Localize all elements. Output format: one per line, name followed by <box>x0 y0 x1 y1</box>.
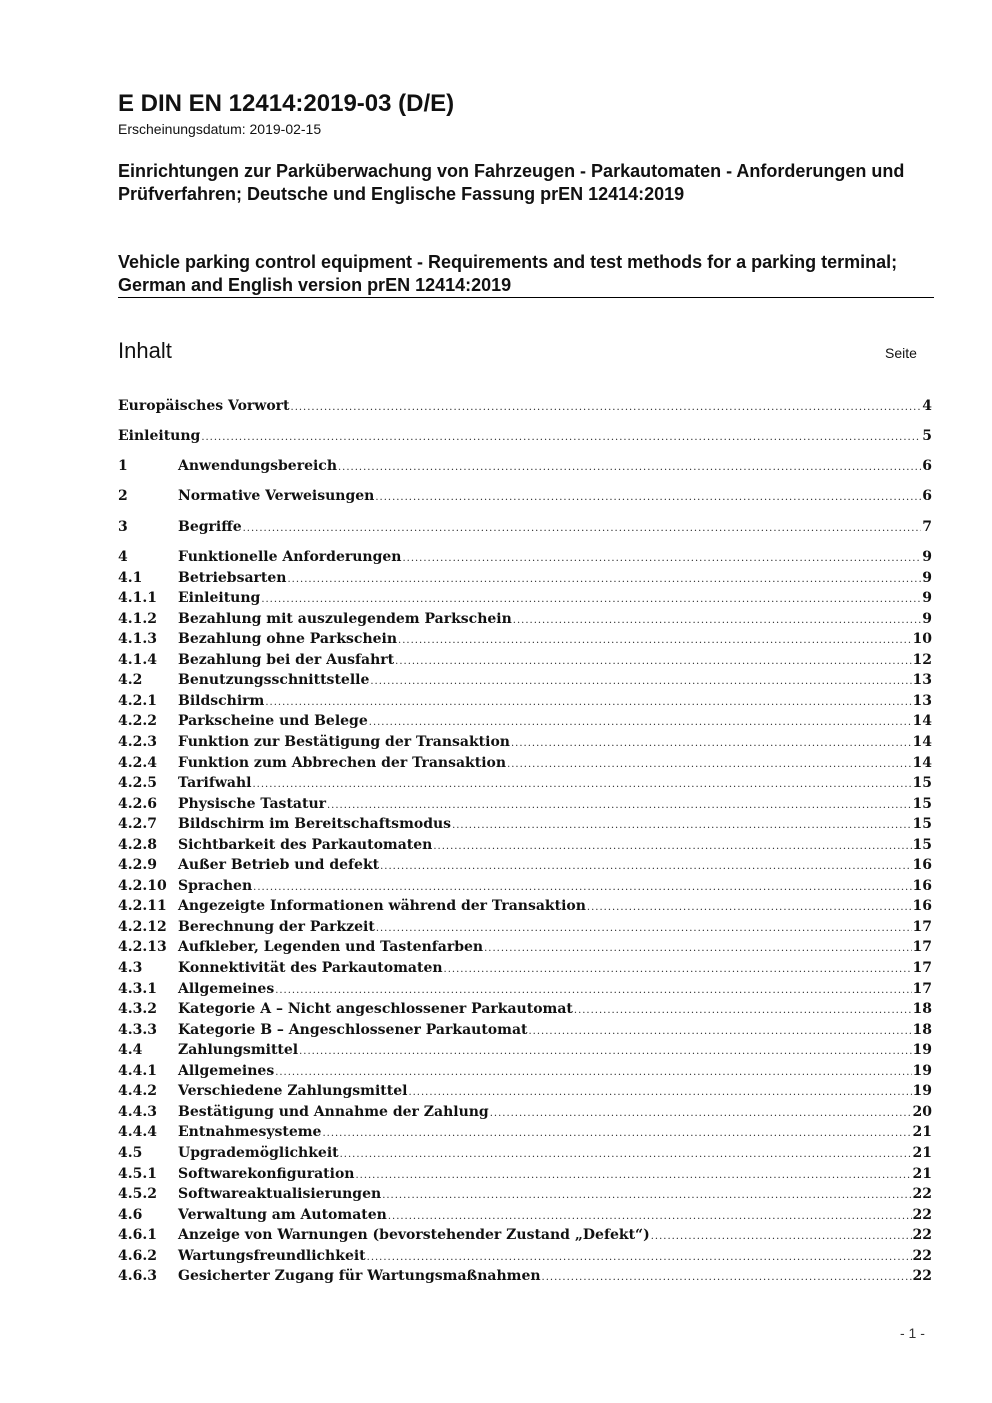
toc-entry-page: 20 <box>912 1103 932 1120</box>
toc-entry-page: 15 <box>912 775 932 792</box>
toc-entry-title: Anwendungsbereich <box>178 458 337 474</box>
toc-entry-title: Bildschirm <box>178 692 265 709</box>
toc-entry-title: Softwarekonfiguration <box>178 1165 355 1182</box>
toc-entry[interactable] <box>118 773 932 793</box>
toc-entry-title: Funktion zum Abbrechen der Transaktion <box>178 754 507 771</box>
toc-dot-leader <box>367 1248 912 1268</box>
toc-dot-leader <box>376 919 912 939</box>
toc-entry-page: 22 <box>912 1227 932 1244</box>
toc-entry-number: 4.2.1 <box>118 692 157 709</box>
toc-entry-number: 2 <box>118 488 128 504</box>
toc-entry-title: Entnahmesysteme <box>178 1124 322 1141</box>
toc-dot-leader <box>444 960 912 980</box>
toc-entry-number: 4.2 <box>118 672 143 689</box>
title-german: Einrichtungen zur Parküberwachung von Fahrzeugen - Parkautomaten - Anforderungen und Prüfverfahren; Deutsche und Englische Fassung prEN 12414:2019 <box>118 161 905 204</box>
toc-dot-leader <box>651 1227 912 1247</box>
toc-entry[interactable] <box>118 691 932 711</box>
toc-dot-leader <box>261 590 921 610</box>
toc-dot-leader <box>511 734 912 754</box>
toc-dot-leader <box>408 1083 911 1103</box>
toc-entry[interactable] <box>118 711 932 731</box>
toc-entry-title: Konnektivität des Parkautomaten <box>178 960 443 976</box>
toc-dot-leader <box>587 898 912 918</box>
toc-entry-page: 10 <box>912 631 932 648</box>
toc-entry-number: 4.2.8 <box>118 836 157 853</box>
toc-entry[interactable] <box>118 876 932 896</box>
toc-dot-leader <box>369 713 912 733</box>
toc-dot-leader <box>382 1186 911 1206</box>
toc-entry[interactable] <box>118 937 932 957</box>
toc-entry-number: 4.6 <box>118 1206 143 1223</box>
toc-entry-title: Gesicherter Zugang für Wartungsmaßnahmen <box>178 1268 541 1285</box>
toc-entry-number: 4.3.2 <box>118 1001 157 1018</box>
toc-entry-title: Zahlungsmittel <box>178 1042 299 1059</box>
toc-entry[interactable] <box>118 1246 932 1266</box>
toc-entry-number: 4.1.3 <box>118 631 157 648</box>
document-code: E DIN EN 12414:2019-03 (D/E) <box>118 90 455 117</box>
toc-entry[interactable] <box>118 1102 932 1122</box>
toc-dot-leader <box>275 981 911 1001</box>
toc-dot-leader <box>395 652 911 672</box>
toc-entry[interactable] <box>118 835 932 855</box>
toc-entry[interactable] <box>118 855 932 875</box>
toc-entry-number: 4.2.11 <box>118 898 167 915</box>
toc-entry[interactable] <box>118 1164 932 1184</box>
toc-entry-number: 4.4.4 <box>118 1124 157 1141</box>
toc-dot-leader <box>484 939 911 959</box>
toc-entry-number: 4.1.1 <box>118 590 157 607</box>
toc-entry-title: Verschiedene Zahlungsmittel <box>178 1083 408 1100</box>
toc-dot-leader <box>253 878 911 898</box>
toc-entry-number: 4.4.1 <box>118 1062 157 1079</box>
toc-entry-title: Begriffe <box>178 519 242 535</box>
toc-dot-leader <box>275 1063 911 1083</box>
toc-entry-number: 4.1.4 <box>118 651 157 668</box>
toc-entry-page: 15 <box>912 795 932 812</box>
toc-entry[interactable] <box>118 486 932 506</box>
toc-entry-page: 21 <box>912 1144 932 1161</box>
toc-dot-leader <box>513 611 921 631</box>
toc-entry-page: 18 <box>912 1001 932 1018</box>
toc-entry-title: Angezeigte Informationen während der Transaktion <box>178 898 586 915</box>
toc-entry[interactable] <box>118 814 932 834</box>
toc-dot-leader <box>388 1207 912 1227</box>
toc-entry[interactable] <box>118 896 932 916</box>
toc-entry[interactable] <box>118 1184 932 1204</box>
toc-entry-title: Einleitung <box>178 590 261 607</box>
toc-entry[interactable] <box>118 794 932 814</box>
toc-entry-number: 4.2.9 <box>118 857 157 874</box>
toc-dot-leader <box>375 488 921 508</box>
toc-entry[interactable] <box>118 650 932 670</box>
toc-entry-page: 16 <box>912 877 932 894</box>
toc-entry-page: 9 <box>922 549 932 565</box>
toc-entry-title: Europäisches Vorwort <box>118 398 290 414</box>
toc-entry-number: 4.2.5 <box>118 775 157 792</box>
toc-entry[interactable] <box>118 588 932 608</box>
toc-dot-leader <box>243 519 922 539</box>
toc-entry-page: 22 <box>912 1247 932 1264</box>
toc-entry-number: 4.2.7 <box>118 816 157 833</box>
toc-entry[interactable] <box>118 753 932 773</box>
toc-entry-page: 17 <box>912 960 932 976</box>
toc-entry-page: 19 <box>912 1083 932 1100</box>
toc-dot-leader <box>287 570 921 590</box>
toc-entry[interactable] <box>118 958 932 978</box>
toc-dot-leader <box>542 1268 912 1288</box>
toc-entry-page: 14 <box>912 754 932 771</box>
toc-dot-leader <box>265 693 911 713</box>
toc-entry-title: Aufkleber, Legenden und Tastenfarben <box>178 939 484 956</box>
toc-dot-leader <box>355 1166 911 1186</box>
toc-entry-title: Kategorie B – Angeschlossener Parkautomat <box>178 1021 528 1038</box>
toc-entry-number: 4.2.12 <box>118 918 167 935</box>
toc-entry[interactable] <box>118 670 932 690</box>
toc-entry-page: 22 <box>912 1206 932 1223</box>
toc-entry-page: 12 <box>912 651 932 668</box>
toc-entry-page: 7 <box>922 519 932 535</box>
toc-entry-title: Anzeige von Warnungen (bevorstehender Zustand „Defekt“) <box>178 1227 650 1244</box>
toc-dot-leader <box>299 1042 911 1062</box>
toc-entry-number: 4.2.13 <box>118 939 167 956</box>
toc-entry-page: 9 <box>922 590 932 607</box>
toc-entry-title: Upgrademöglichkeit <box>178 1144 339 1161</box>
toc-dot-leader <box>201 428 921 448</box>
toc-dot-leader <box>322 1124 911 1144</box>
toc-entry-page: 15 <box>912 836 932 853</box>
toc-entry-title: Bildschirm im Bereitschaftsmodus <box>178 816 452 833</box>
header-divider <box>118 297 934 298</box>
toc-entry-title: Bezahlung mit auszulegendem Parkschein <box>178 610 512 627</box>
toc-dot-leader <box>398 631 911 651</box>
toc-entry-number: 4.6.3 <box>118 1268 157 1285</box>
toc-entry-page: 13 <box>912 672 932 689</box>
toc-entry-number: 1 <box>118 458 128 474</box>
toc-entry-page: 9 <box>922 569 932 586</box>
toc-dot-leader <box>507 755 911 775</box>
toc-entry-page: 21 <box>912 1124 932 1141</box>
toc-entry-number: 4.6.1 <box>118 1227 157 1244</box>
toc-entry-title: Bezahlung ohne Parkschein <box>178 631 398 648</box>
toc-entry-page: 14 <box>912 713 932 730</box>
toc-dot-leader <box>452 816 911 836</box>
toc-entry[interactable] <box>118 426 932 446</box>
toc-entry-page: 9 <box>922 610 932 627</box>
toc-entry-number: 4.6.2 <box>118 1247 157 1264</box>
toc-entry-number: 4.1 <box>118 569 143 586</box>
toc-entry-page: 22 <box>912 1268 932 1285</box>
toc-entry-page: 16 <box>912 857 932 874</box>
toc-entry-page: 15 <box>912 816 932 833</box>
toc-dot-leader <box>291 398 922 418</box>
toc-entry-title: Einleitung <box>118 428 201 444</box>
toc-dot-leader <box>490 1104 912 1124</box>
toc-dot-leader <box>402 549 921 569</box>
toc-entry[interactable] <box>118 1266 932 1286</box>
toc-entry-title: Benutzungsschnittstelle <box>178 672 370 689</box>
toc-dot-leader <box>529 1022 912 1042</box>
toc-entry-page: 17 <box>912 980 932 997</box>
toc-dot-leader <box>370 672 911 692</box>
page-number: - 1 - <box>900 1325 925 1341</box>
toc-entry[interactable] <box>118 1122 932 1142</box>
toc-entry-title: Parkscheine und Belege <box>178 713 368 730</box>
toc-entry[interactable] <box>118 517 932 537</box>
toc-entry[interactable] <box>118 979 932 999</box>
toc-entry-number: 4.3.1 <box>118 980 157 997</box>
toc-entry-title: Wartungsfreundlichkeit <box>178 1247 366 1264</box>
publication-date: Erscheinungsdatum: 2019-02-15 <box>118 121 322 137</box>
toc-entry[interactable] <box>118 1040 932 1060</box>
toc-entry[interactable] <box>118 396 932 416</box>
toc-entry[interactable] <box>118 917 932 937</box>
toc-entry-page: 13 <box>912 692 932 709</box>
toc-entry-page: 17 <box>912 918 932 935</box>
toc-entry-title: Physische Tastatur <box>178 795 326 812</box>
toc-entry[interactable] <box>118 1225 932 1245</box>
toc-entry-title: Bestätigung und Annahme der Zahlung <box>178 1103 489 1120</box>
toc-dot-leader <box>574 1001 912 1021</box>
toc-entry[interactable] <box>118 456 932 476</box>
toc-entry-number: 4.3 <box>118 960 143 976</box>
toc-entry-number: 4 <box>118 549 128 565</box>
title-english: Vehicle parking control equipment - Requirements and test methods for a parking terminal; German and English version prEN 12414:2019 <box>118 252 898 295</box>
toc-entry-title: Funktion zur Bestätigung der Transaktion <box>178 733 510 750</box>
toc-entry[interactable] <box>118 629 932 649</box>
toc-entry[interactable] <box>118 732 932 752</box>
toc-entry[interactable] <box>118 547 932 567</box>
toc-entry[interactable] <box>118 609 932 629</box>
toc-entry-title: Allgemeines <box>178 1062 275 1079</box>
toc-entry[interactable] <box>118 1143 932 1163</box>
toc-entry-page: 22 <box>912 1186 932 1203</box>
toc-entry-page: 18 <box>912 1021 932 1038</box>
toc-heading: Inhalt <box>118 338 172 363</box>
toc-entry-page: 4 <box>922 398 932 414</box>
toc-entry-title: Funktionelle Anforderungen <box>178 549 402 565</box>
toc-entry-page: 6 <box>922 458 932 474</box>
toc-entry-title: Softwareaktualisierungen <box>178 1186 382 1203</box>
toc-entry-number: 4.2.3 <box>118 733 157 750</box>
toc-entry-title: Sprachen <box>178 877 253 894</box>
toc-entry-title: Sichtbarkeit des Parkautomaten <box>178 836 433 853</box>
toc-entry-page: 19 <box>912 1042 932 1059</box>
toc-dot-leader <box>380 857 911 877</box>
toc-entry-number: 4.5.1 <box>118 1165 157 1182</box>
toc-entry-number: 4.1.2 <box>118 610 157 627</box>
toc-entry-number: 4.2.10 <box>118 877 167 894</box>
toc-dot-leader <box>340 1145 912 1165</box>
toc-entry-number: 3 <box>118 519 128 535</box>
toc-entry[interactable] <box>118 568 932 588</box>
toc-entry[interactable] <box>118 1081 932 1101</box>
toc-entry-number: 4.4.3 <box>118 1103 157 1120</box>
toc-entry-title: Normative Verweisungen <box>178 488 375 504</box>
toc-entry-number: 4.5 <box>118 1144 143 1161</box>
toc-entry[interactable] <box>118 1205 932 1225</box>
toc-entry[interactable] <box>118 999 932 1019</box>
toc-entry-number: 4.2.2 <box>118 713 157 730</box>
toc-entry-title: Allgemeines <box>178 980 275 997</box>
toc-entry-title: Verwaltung am Automaten <box>178 1206 387 1223</box>
toc-entry-page: 17 <box>912 939 932 956</box>
toc-entry-page: 19 <box>912 1062 932 1079</box>
toc-entry-page: 16 <box>912 898 932 915</box>
toc-entry-page: 14 <box>912 733 932 750</box>
toc-entry-page: 21 <box>912 1165 932 1182</box>
toc-entry-page: 5 <box>922 428 932 444</box>
toc-entry-number: 4.3.3 <box>118 1021 157 1038</box>
toc-entry[interactable] <box>118 1061 932 1081</box>
toc-entry-title: Kategorie A – Nicht angeschlossener Parkautomat <box>178 1001 573 1018</box>
toc-page-column-label: Seite <box>885 345 917 361</box>
toc-entry-number: 4.2.4 <box>118 754 157 771</box>
toc-entry-title: Außer Betrieb und defekt <box>178 857 380 874</box>
toc-entry-page: 6 <box>922 488 932 504</box>
toc-dot-leader <box>327 796 912 816</box>
toc-entry-title: Betriebsarten <box>178 569 287 586</box>
toc-entry-number: 4.2.6 <box>118 795 157 812</box>
toc-entry-title: Bezahlung bei der Ausfahrt <box>178 651 395 668</box>
toc-entry-number: 4.5.2 <box>118 1186 157 1203</box>
toc-dot-leader <box>433 837 911 857</box>
toc-dot-leader <box>338 458 921 478</box>
toc-entry[interactable] <box>118 1020 932 1040</box>
toc-dot-leader <box>253 775 912 795</box>
toc-entry-number: 4.4.2 <box>118 1083 157 1100</box>
toc-entry-title: Berechnung der Parkzeit <box>178 918 375 935</box>
toc-entry-title: Tarifwahl <box>178 775 252 792</box>
toc-entry-number: 4.4 <box>118 1042 143 1059</box>
